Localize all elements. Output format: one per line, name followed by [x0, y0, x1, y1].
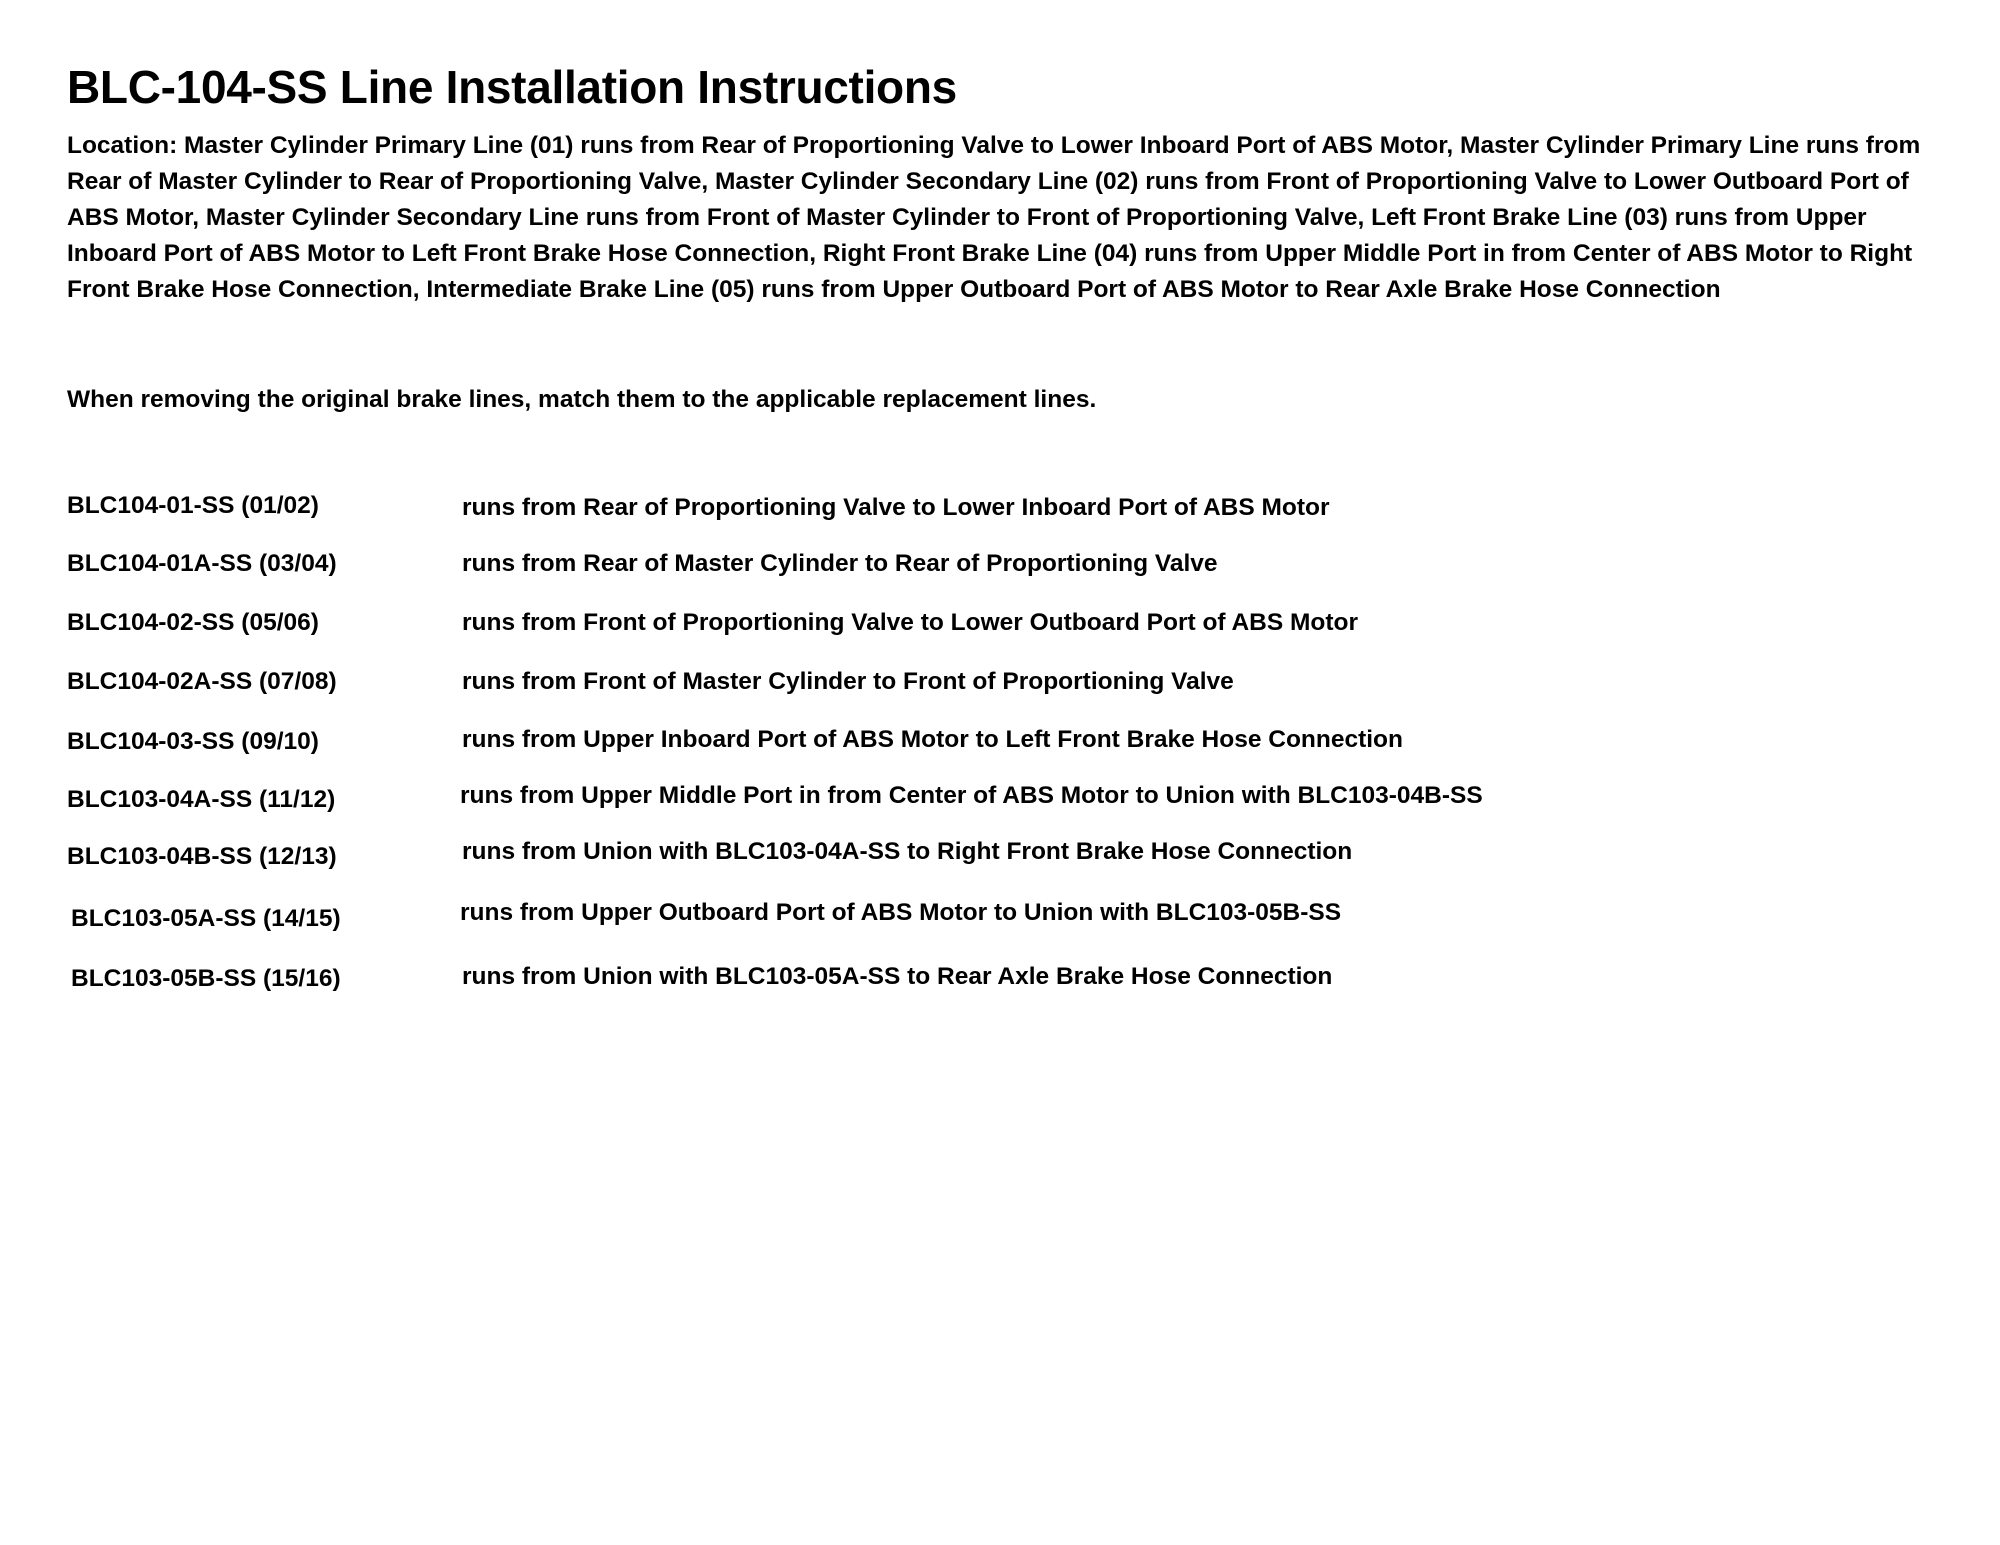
line-part-number: BLC103-05A-SS (14/15) — [71, 905, 341, 932]
line-row — [67, 492, 1957, 532]
line-route: runs from Upper Middle Port in from Center of ABS Motor to Union with BLC103-04B-SS — [460, 782, 1483, 809]
line-part-number: BLC103-04B-SS (12/13) — [67, 843, 337, 870]
page-title: BLC-104-SS Line Installation Instructions — [67, 61, 957, 113]
line-row — [67, 782, 1957, 826]
line-part-number: BLC104-02-SS (05/06) — [67, 609, 319, 636]
line-row — [67, 838, 1957, 883]
line-part-number: BLC104-03-SS (09/10) — [67, 728, 319, 755]
line-row — [67, 899, 1957, 945]
line-row — [67, 609, 1957, 649]
line-row — [67, 728, 1957, 768]
line-route: runs from Union with BLC103-05A-SS to Rear Axle Brake Hose Connection — [462, 963, 1333, 990]
line-part-number: BLC103-05B-SS (15/16) — [71, 965, 341, 992]
line-route: runs from Rear of Proportioning Valve to Lower Inboard Port of ABS Motor — [462, 494, 1330, 521]
line-route: runs from Front of Master Cylinder to Front of Proportioning Valve — [462, 668, 1234, 695]
line-part-number: BLC104-01A-SS (03/04) — [67, 550, 337, 577]
line-part-number: BLC104-01-SS (01/02) — [67, 492, 319, 519]
location-description: Location: Master Cylinder Primary Line (01) runs from Rear of Proportioning Valve to Lower Inboard Port of ABS Motor, Master Cylinder Primary Line runs from Rear of Master Cylinder to Rear of Proportioning Valve, Master Cylinder Secondary Line (02) runs from Front of Proportioning Valve to Lower Outboard Port of ABS Motor, Master Cylinder Secondary Line runs from Front of Master Cylinder to Front of Proportioning Valve, Left Front Brake Line (03) runs from Upper Inboard Port of ABS Motor to Left Front Brake Hose Connection, Right Front Brake Line (04) runs from Upper Middle Port in from Center of ABS Motor to Right Front Brake Hose Connection, Intermediate Brake Line (05) runs from Upper Outboard Port of ABS Motor to Rear Axle Brake Hose Connection — [67, 132, 1921, 303]
line-row — [67, 668, 1957, 708]
line-part-number: BLC103-04A-SS (11/12) — [67, 786, 336, 813]
line-route: runs from Rear of Master Cylinder to Rear of Proportioning Valve — [462, 550, 1218, 577]
line-part-number: BLC104-02A-SS (07/08) — [67, 668, 337, 695]
line-route: runs from Union with BLC103-04A-SS to Right Front Brake Hose Connection — [462, 838, 1353, 865]
line-row — [67, 965, 1957, 1005]
line-route: runs from Upper Inboard Port of ABS Motor to Left Front Brake Hose Connection — [462, 726, 1403, 753]
line-route: runs from Upper Outboard Port of ABS Motor to Union with BLC103-05B-SS — [460, 899, 1342, 926]
line-row — [67, 550, 1957, 590]
line-route: runs from Front of Proportioning Valve to Lower Outboard Port of ABS Motor — [462, 609, 1359, 636]
matching-note: When removing the original brake lines, match them to the applicable replacement lines. — [67, 386, 1097, 413]
